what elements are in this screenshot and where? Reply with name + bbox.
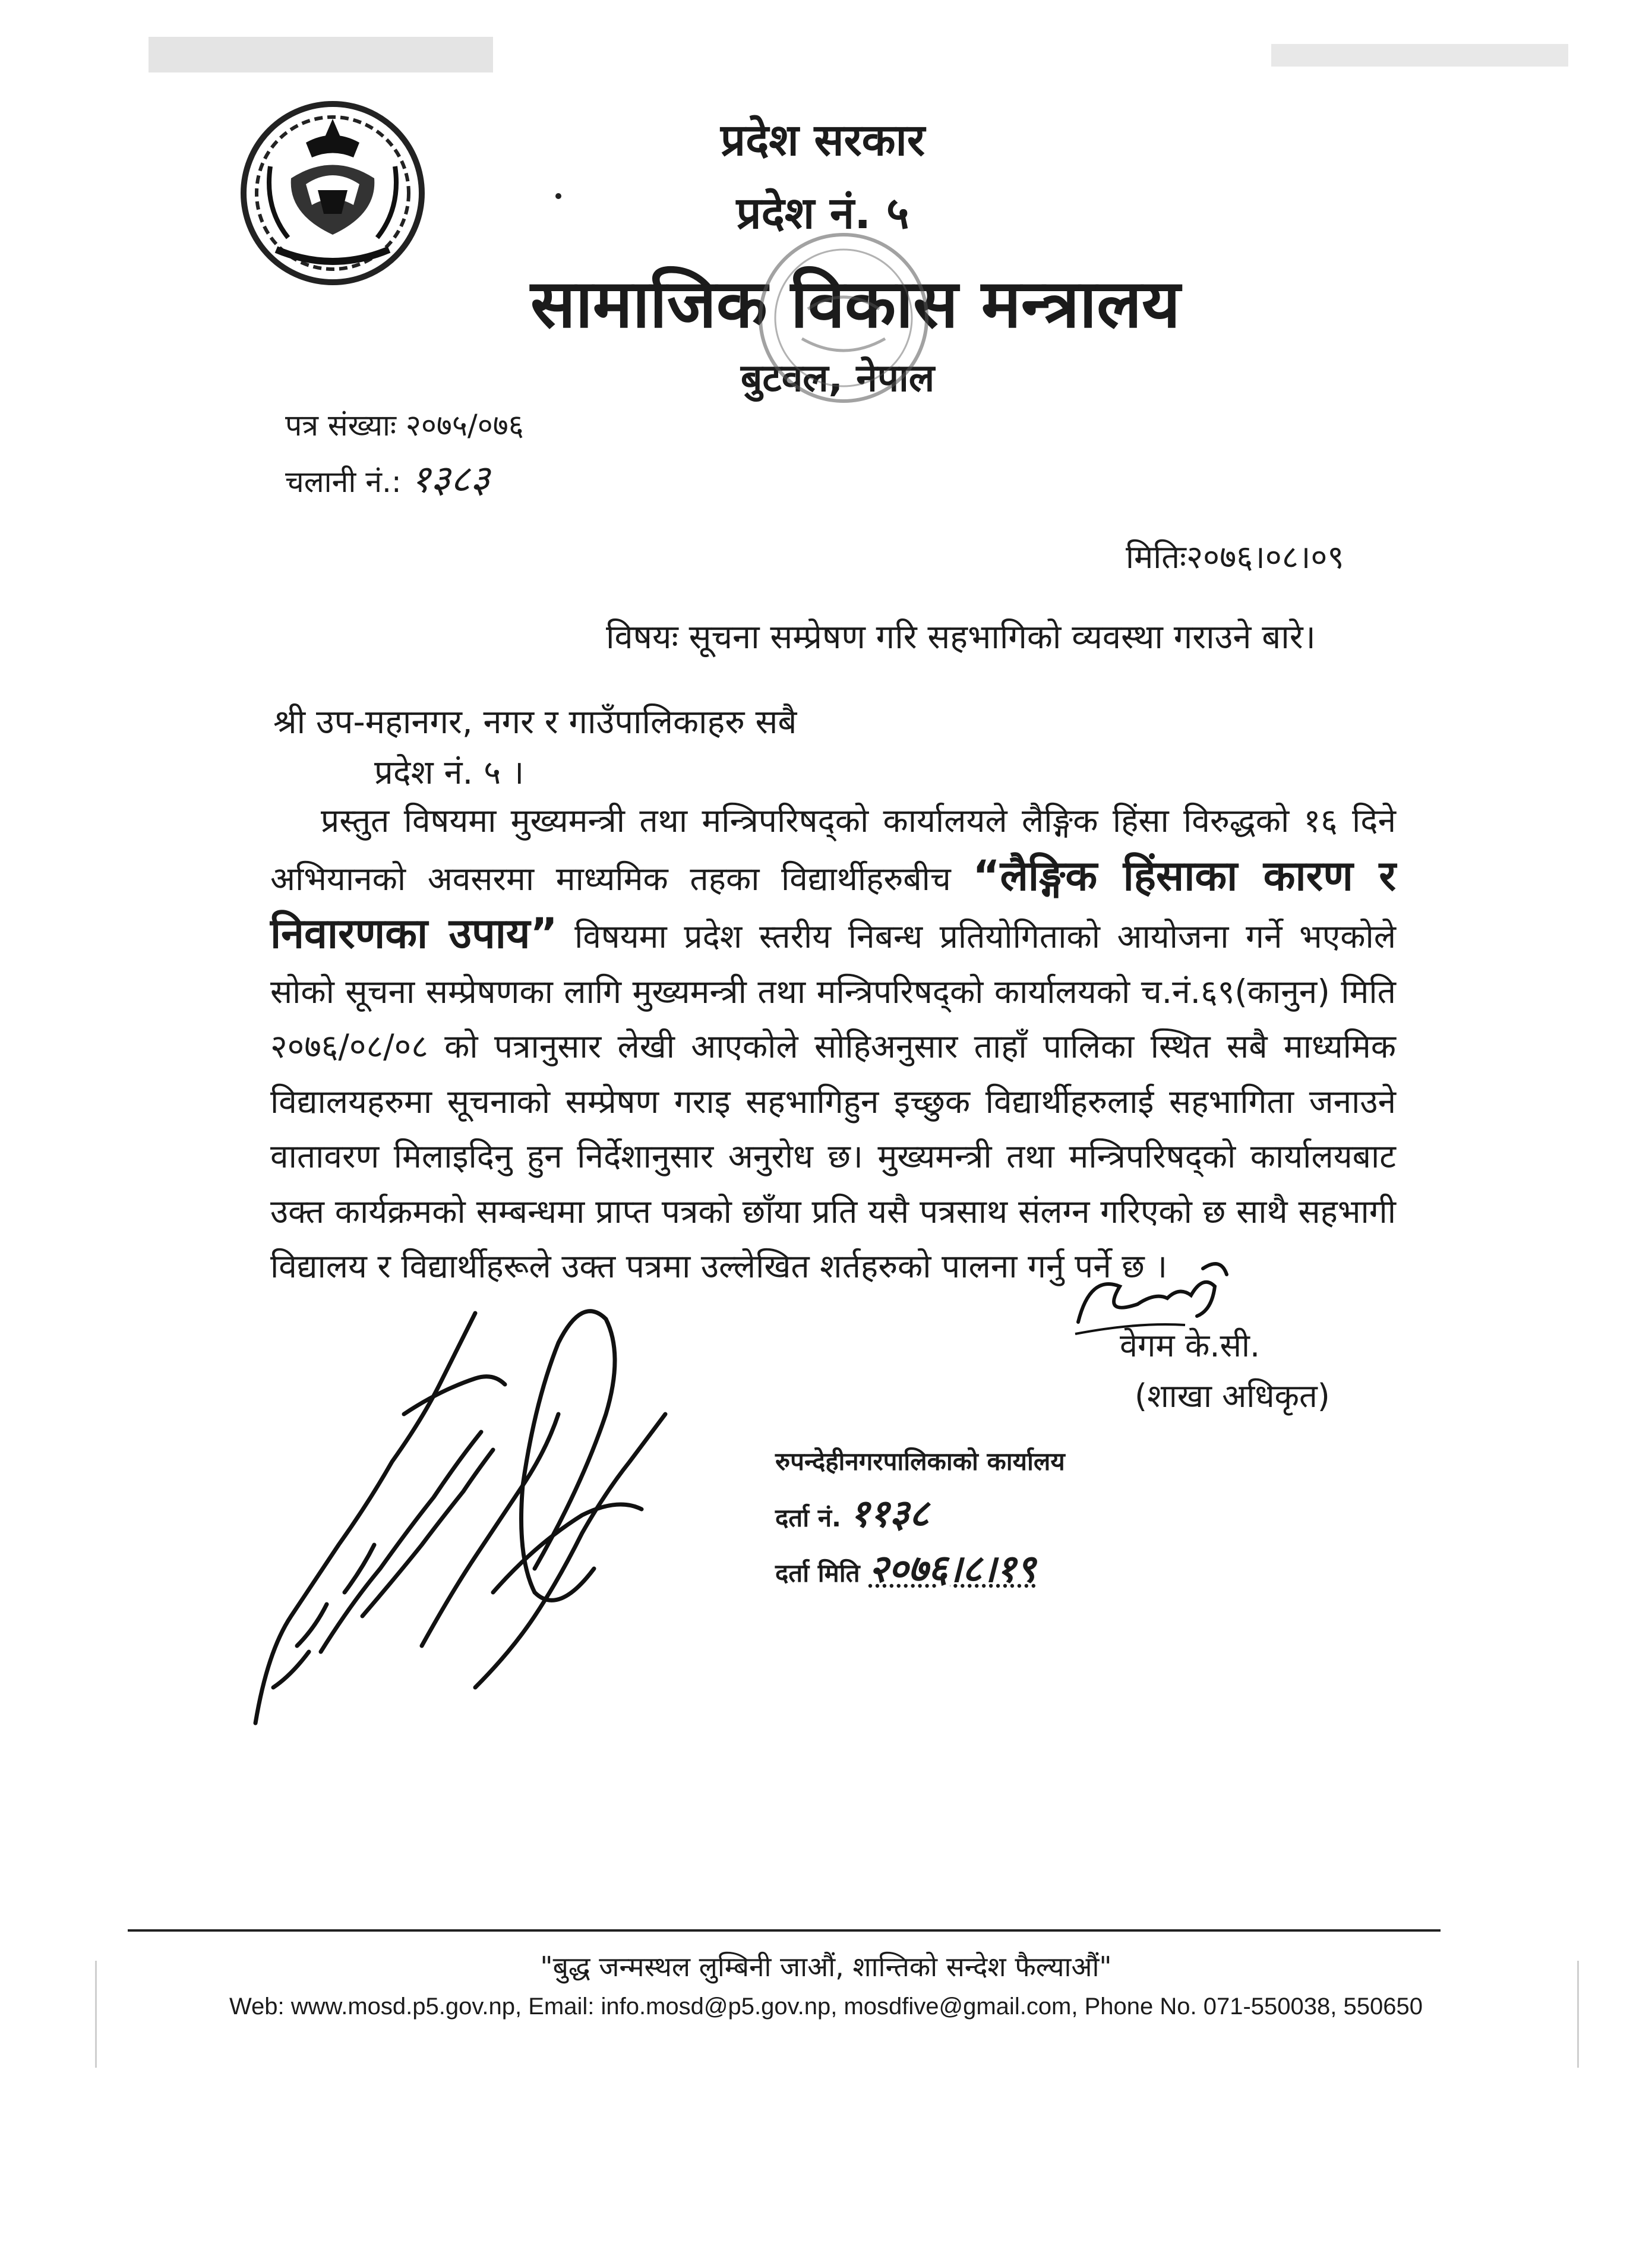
letterhead-province: प्रदेश नं. ५ [736,188,909,239]
footer-motto: "बुद्ध जन्मस्थल लुम्बिनी जाऔं, शान्तिको सन्देश फैल्याऔं" [540,1951,1112,1983]
letter-date [1126,534,1344,578]
registration-number-value: ११३८ [849,1491,929,1536]
dispatch-number [285,452,490,503]
registration-number-label: दर्ता नं. [775,1503,842,1532]
ink-dot [555,193,561,199]
body-highlight: “लैङ्गिक हिंसाका कारण र निवारणका उपाय” [270,851,1396,958]
registration-date-label: दर्ता मिति [775,1559,860,1588]
dispatch-number-value: १३८३ [410,458,490,501]
letterhead-government: प्रदेश सरकार [720,115,926,166]
office-seal-stamp [748,220,939,416]
nepal-emblem-icon [235,95,431,285]
letterhead-location: बुटवल, नेपाल [740,357,935,400]
addressee-line1: श्री उप-महानगर, नगर र गाउँपालिकाहरु सबै [273,703,797,742]
letter-number-label: पत्र संख्याः [285,408,396,443]
letter-number-value: २०७५/०७६ [405,408,524,443]
registration-stamp [775,1444,1065,1593]
addressee-line2: प्रदेश नं. ५ । [374,753,525,792]
subject-line [606,613,1316,658]
subject-label: विषयः [606,618,678,657]
footer-contact: Web: www.mosd.p5.gov.np, Email: info.mosd@p5.gov.np, mosdfive@gmail.com, Phone No. 071-550038, 550650 [229,1993,1423,2020]
footer-rule [128,1929,1441,1932]
subject-text: सूचना सम्प्रेषण गरि सहभागिको व्यवस्था गराउने बारे। [688,618,1316,657]
registration-number-row [775,1486,1065,1538]
dispatch-number-label: चलानी नं.: [285,465,402,499]
handwritten-note [226,1236,748,1747]
scan-artifact [1271,44,1568,67]
registration-date-value: २०७६।८।१९ [868,1547,1036,1591]
scan-artifact [149,37,493,72]
registration-office: रुपन्देहीनगरपालिकाको कार्यालय [775,1447,1065,1476]
date-value: २०७६।०८।०९ [1186,538,1344,576]
signatory-title: (शाखा अधिकृत) [1135,1377,1330,1415]
signatory-name: वेगम के.सी. [1120,1327,1261,1364]
registration-date-row [775,1541,1065,1593]
body-part1: प्रस्तुत विषयमा मुख्यमन्त्री तथा मन्त्रिपरिषद्को कार्यालयले लैङ्गिक हिंसा विरुद्धको १६ दिने अभियानको अवसरमा माध्यमिक तहका विद्यार्थीहरुबीच [270,802,1396,898]
letterhead-ministry: सामाजिक विकास मन्त्रालय [530,266,1180,343]
body-part2: विषयमा प्रदेश स्तरीय निबन्ध प्रतियोगिताको आयोजना गर्ने भएकोले सोको सूचना सम्प्रेषणका लागि मुख्यमन्त्री तथा मन्त्रिपरिषद्को कार्यालयको च.नं.६९(कानुन) मिति २०७६/०८/०८ को पत्रानुसार लेखी आएकोले सोहिअनुसार ताहाँ पालिका स्थित सबै माध्यमिक विद्यालयहरुमा सूचनाको सम्प्रेषण गराइ सहभागिहुन इच्छुक विद्यार्थीहरुलाई सहभागिता जनाउने वातावरण मिलाइदिनु हुन निर्देशानुसार अनुरोध छ। मुख्यमन्त्री तथा मन्त्रिपरिषद्को कार्यालयबाट उक्त कार्यक्रमको सम्बन्धमा प्राप्त पत्रको छाँया प्रति यसै पत्रसाथ संलग्न गरिएको छ साथै सहभागी विद्यालय र विद्यार्थीहरूले उक्त पत्रमा उल्लेखित शर्तहरुको पालना गर्नु पर्ने छ । [270,917,1396,1285]
date-label: मितिः [1126,538,1186,576]
letter-number [285,404,524,444]
letter-body [270,793,1396,1294]
